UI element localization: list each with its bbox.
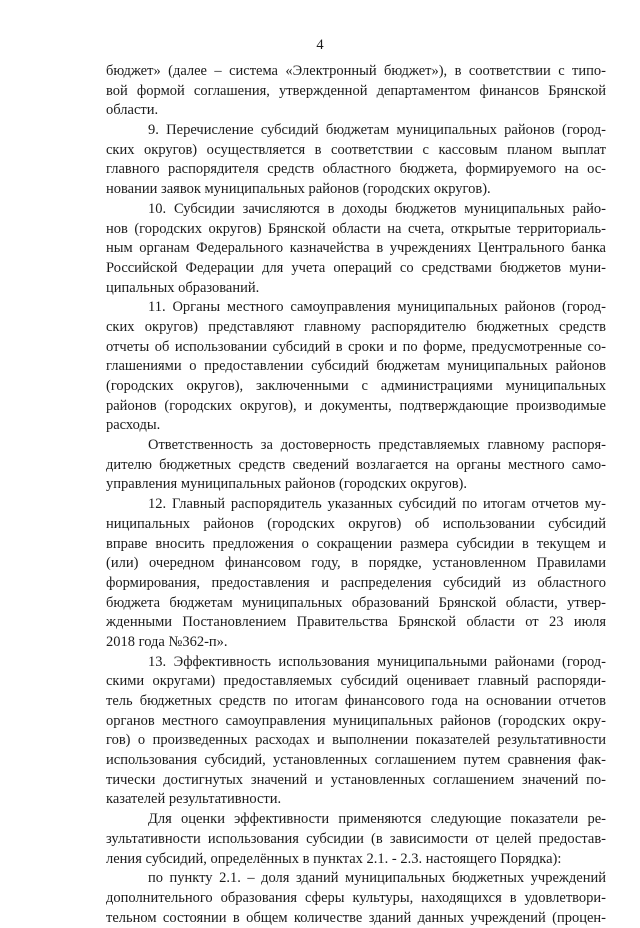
text-line: казателей результативности. xyxy=(106,791,282,808)
document-body xyxy=(106,62,606,928)
text-line: районов (городских округов), и документы, подтверждающие производимые xyxy=(106,397,606,414)
text-line: скими округами) предоставляемых субсидий оценивает главный распоряди- xyxy=(106,673,606,690)
text-line: бюджет» (далее – система «Электронный бюджет»), в соответствии с типо- xyxy=(106,63,606,79)
text-line: по пункту 2.1. – доля зданий муниципальных бюджетных учреждений xyxy=(148,870,606,887)
text-line: (или) очередном финансовом году, в порядке, установленном Правилами xyxy=(106,555,606,572)
text-line: жденными Постановлением Правительства Брянской области от 23 июля xyxy=(106,614,606,631)
text-line: ным органам Федерального казначейства в учреждениях Центрального банка xyxy=(106,240,606,257)
text-line: использования субсидий, установленных соглашением путем сравнения фак- xyxy=(106,752,606,769)
text-line: Для оценки эффективности применяются следующие показатели ре- xyxy=(148,811,606,828)
text-line: области. xyxy=(106,102,159,119)
text-line: дителю бюджетных средств сведений возлагается на органы местного само- xyxy=(106,456,606,473)
text-line: тель бюджетных средств по итогам финансового года на основании отчетов xyxy=(106,693,606,709)
text-line: 12. Главный распорядитель указанных субсидий по итогам отчетов му- xyxy=(148,496,606,513)
text-line: 10. Субсидии зачисляются в доходы бюджетов муниципальных райо- xyxy=(148,200,606,217)
text-line: 11. Органы местного самоуправления муниципальных районов (город- xyxy=(148,299,606,316)
text-line: ления субсидий, определённых в пунктах 2.1. - 2.3. настоящего Порядка): xyxy=(106,850,562,867)
text-line: вой формой соглашения, утвержденной департаментом финансов Брянской xyxy=(106,82,606,99)
text-line: глашениями о предоставлении субсидий бюджетам муниципальных районов xyxy=(106,358,606,375)
text-line: ниципальных районов (городских округов) об использовании субсидий xyxy=(106,515,606,532)
text-line: управления муниципальных районов (городских округов). xyxy=(106,476,468,493)
text-line: ских округов) представляют главному распорядителю бюджетных средств xyxy=(106,318,606,335)
text-line: ских округов) осуществляется в соответствии с кассовым планом выплат xyxy=(106,141,606,158)
text-line: (городских округов), заключенными с администрациями муниципальных xyxy=(106,378,606,394)
text-line: зультативности использования субсидии (в зависимости от целей предостав- xyxy=(106,830,606,847)
text-line: главного распорядителя средств областного бюджета, формируемого на ос- xyxy=(106,161,606,178)
text-line: отчеты об использовании субсидий в сроки и по форме, предусмотренные со- xyxy=(106,338,606,355)
text-line: нов (городских округов) Брянской области на счета, открытые территориаль- xyxy=(106,220,606,237)
text-line: 9. Перечисление субсидий бюджетам муниципальных районов (город- xyxy=(148,122,606,139)
page-number: 4 xyxy=(316,37,324,53)
text-line: вправе вносить предложения о сокращении размера субсидии в текущем и xyxy=(106,535,606,552)
text-line: бюджета бюджетам муниципальных образований Брянской области, утвер- xyxy=(106,594,606,611)
text-line: тельном состоянии в общем количестве зданий данных учреждений (процен- xyxy=(106,909,606,926)
text-line: 2018 года №362-п». xyxy=(106,633,228,650)
text-line: 13. Эффективность использования муниципальными районами (город- xyxy=(148,653,606,670)
text-line: органов местного самоуправления муниципальных районов (городских окру- xyxy=(106,712,606,729)
text-line: дополнительного образования сферы культуры, находящихся в удовлетвори- xyxy=(106,889,606,906)
text-line: ципальных образований. xyxy=(106,279,260,296)
text-line: Российской Федерации для учета операций со средствами бюджетов муни- xyxy=(106,259,606,276)
text-line: формирования, предоставления и распределения субсидий из областного xyxy=(106,574,606,591)
text-line: расходы. xyxy=(106,417,161,434)
text-line: тически достигнутых значений и установленных соглашением значений по- xyxy=(106,771,606,788)
text-line: новании заявок муниципальных районов (городских округов). xyxy=(106,181,491,198)
text-line: Ответственность за достоверность представляемых главному распоря- xyxy=(148,437,606,454)
text-line: гов) о произведенных расходах и выполнении показателей результативности xyxy=(106,732,606,749)
